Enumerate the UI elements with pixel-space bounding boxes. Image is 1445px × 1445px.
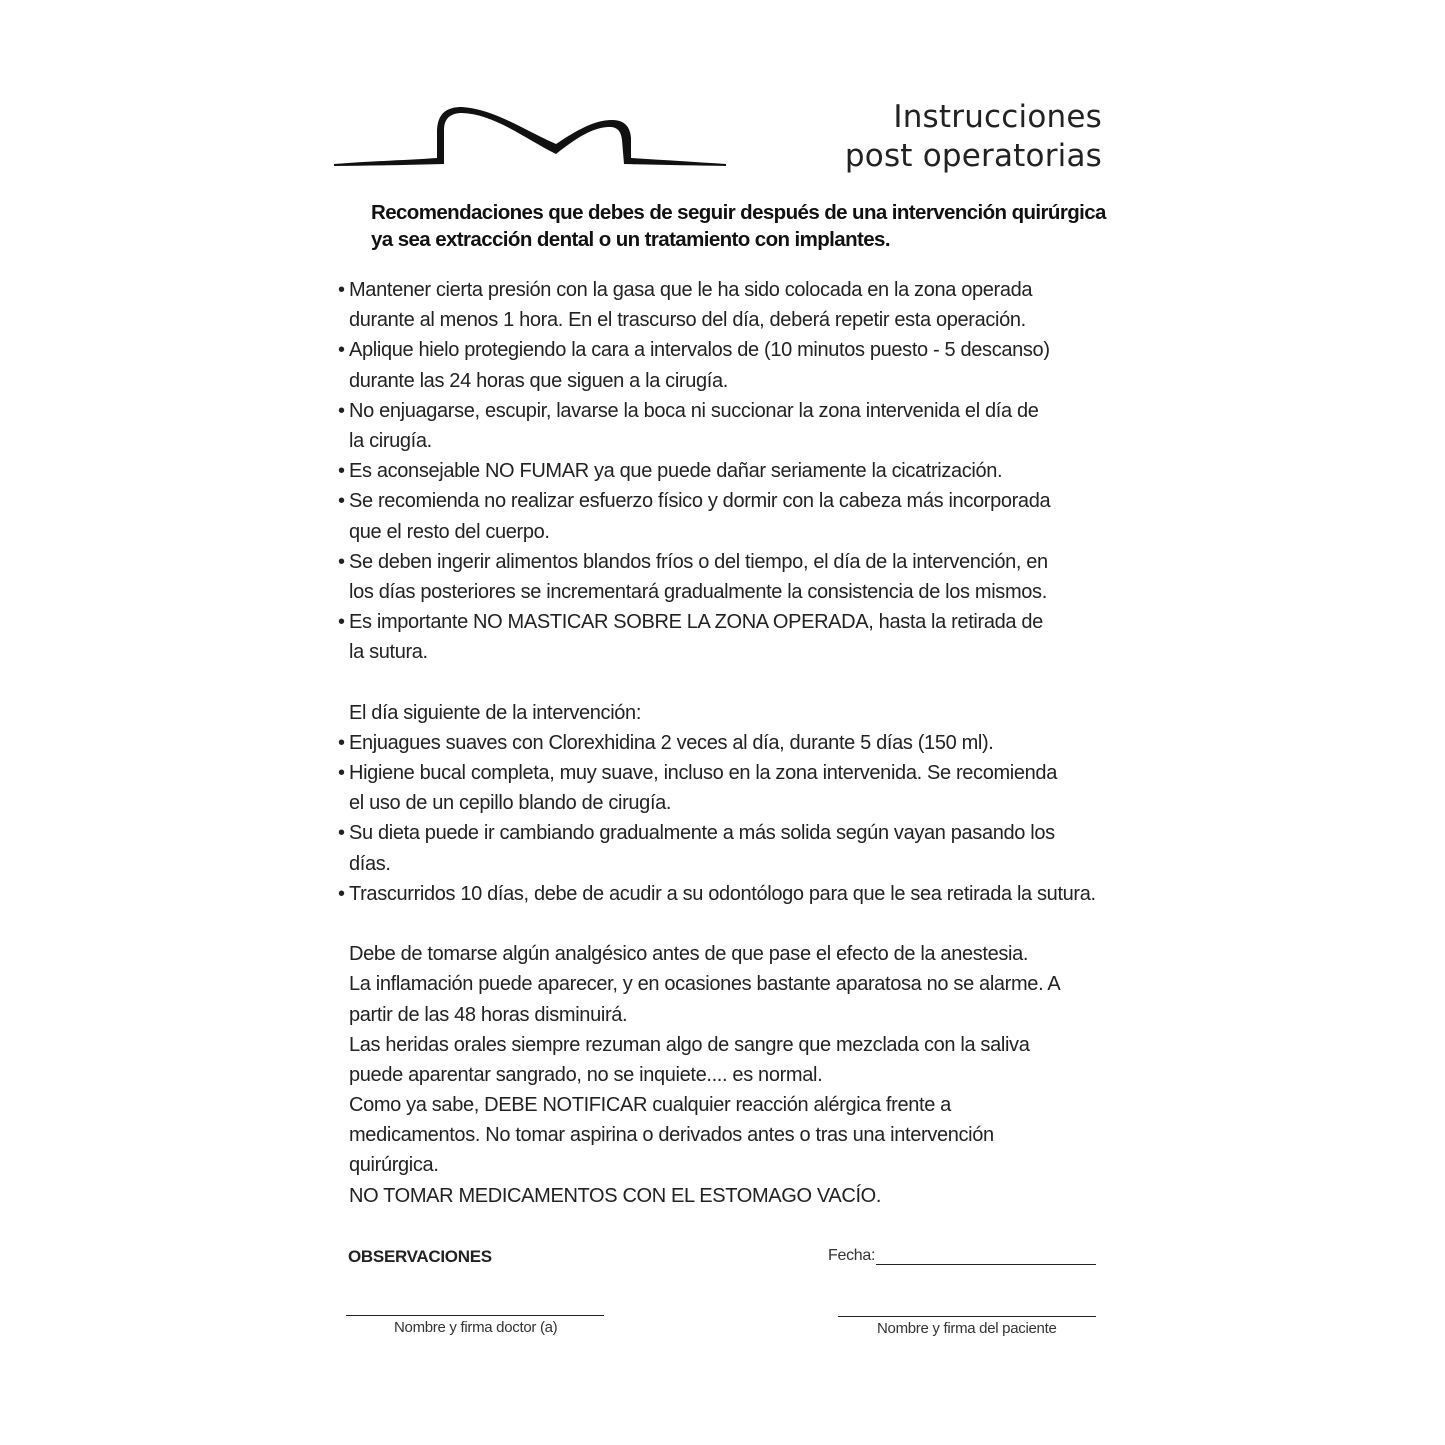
- list-item: • Mantener cierta presión con la gasa que le ha sido colocada en la zona operada durante al menos 1 hora. En el trascurso del día, deberá repetir esta operación.: [338, 275, 1128, 335]
- doctor-signature-line[interactable]: [346, 1315, 604, 1316]
- title-line-2: post operatorias: [844, 138, 1102, 174]
- date-field[interactable]: [876, 1264, 1096, 1265]
- list-item: • Higiene bucal completa, muy suave, incluso en la zona intervenida. Se recomienda el uso de un cepillo blando de cirugía.: [338, 758, 1128, 818]
- section-spacer: [338, 909, 1128, 939]
- recommendations-subtitle: [371, 199, 1111, 253]
- wave-m-logo-icon: [334, 100, 726, 174]
- list-item: • No enjuagarse, escupir, lavarse la boca ni succionar la zona intervenida el día de la cirugía.: [338, 396, 1128, 456]
- note-line: Debe de tomarse algún analgésico antes de que pase el efecto de la anestesia.: [349, 943, 1029, 966]
- list-item: • Se recomienda no realizar esfuerzo físico y dormir con la cabeza más incorporada que el resto del cuerpo.: [338, 486, 1128, 546]
- note-line: puede aparentar sangrado, no se inquiete.... es normal.: [349, 1063, 823, 1086]
- patient-signature-line[interactable]: [838, 1316, 1096, 1317]
- note-line: NO TOMAR MEDICAMENTOS CON EL ESTOMAGO VACÍO.: [349, 1184, 882, 1207]
- note-line: partir de las 48 horas disminuirá.: [349, 1003, 628, 1026]
- next-day-section: [338, 698, 1128, 909]
- list-item: • Se deben ingerir alimentos blandos fríos o del tiempo, el día de la intervención, en los días posteriores se incrementará gradualmente la consistencia de los mismos.: [338, 547, 1128, 607]
- doctor-signature-label: Nombre y firma doctor (a): [394, 1319, 558, 1336]
- patient-signature-label: Nombre y firma del paciente: [877, 1320, 1057, 1337]
- list-item: • Aplique hielo protegiendo la cara a intervalos de (10 minutos puesto - 5 descanso) durante las 24 horas que siguen a la cirugía.: [338, 335, 1128, 395]
- document-title: [845, 98, 1102, 176]
- list-item: • Enjuagues suaves con Clorexhidina 2 veces al día, durante 5 días (150 ml).: [338, 728, 1128, 758]
- list-item: • Su dieta puede ir cambiando gradualmente a más solida según vayan pasando los días.: [338, 818, 1128, 878]
- document-body: [338, 275, 1128, 1211]
- list-item: • Trascurridos 10 días, debe de acudir a su odontólogo para que le sea retirada la sutura.: [338, 879, 1128, 909]
- next-day-heading: El día siguiente de la intervención:: [349, 701, 642, 724]
- observations-label: OBSERVACIONES: [348, 1247, 492, 1266]
- subtitle-line-2: ya sea extracción dental o un tratamiento con implantes.: [371, 228, 890, 251]
- note-line: Como ya sabe, DEBE NOTIFICAR cualquier reacción alérgica frente a: [349, 1094, 951, 1117]
- date-label: Fecha:: [828, 1247, 876, 1264]
- title-line-1: Instrucciones: [893, 99, 1102, 135]
- notes-section: [338, 939, 1128, 1211]
- subtitle-line-1: Recomendaciones que debes de seguir después de una intervención quirúrgica: [371, 201, 1106, 224]
- instructions-list: [338, 275, 1128, 667]
- note-line: Las heridas orales siempre rezuman algo de sangre que mezclada con la saliva: [349, 1033, 1030, 1056]
- note-line: medicamentos. No tomar aspirina o derivados antes o tras una intervención: [349, 1124, 994, 1147]
- section-spacer: [338, 667, 1128, 697]
- note-line: quirúrgica.: [349, 1154, 439, 1177]
- list-item: • Es aconsejable NO FUMAR ya que puede dañar seriamente la cicatrización.: [338, 456, 1128, 486]
- list-item: • Es importante NO MASTICAR SOBRE LA ZONA OPERADA, hasta la retirada de la sutura.: [338, 607, 1128, 667]
- note-line: La inflamación puede aparecer, y en ocasiones bastante aparatosa no se alarme. A: [349, 973, 1061, 996]
